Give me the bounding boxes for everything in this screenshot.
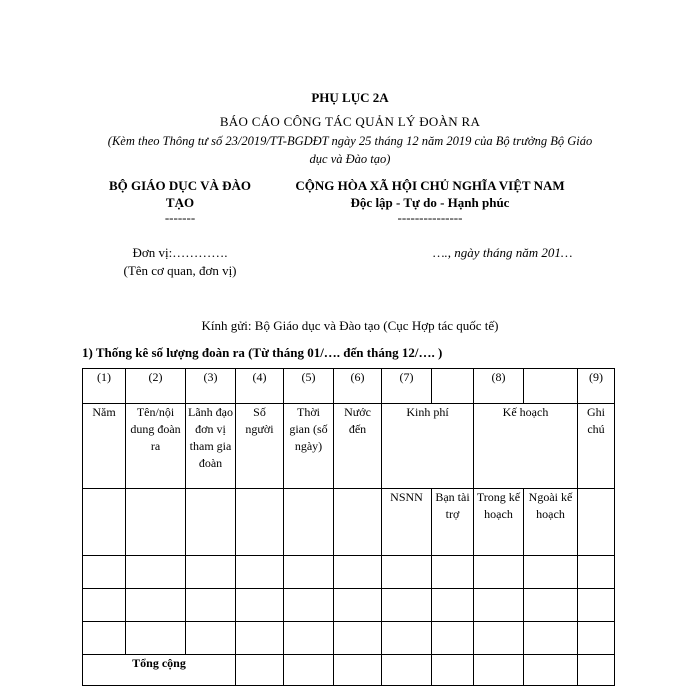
data-cell — [186, 556, 236, 589]
col-number: (7) — [382, 369, 432, 404]
data-cell — [578, 556, 615, 589]
col-number: (3) — [186, 369, 236, 404]
left-divider: ------- — [164, 210, 196, 225]
col-number: (5) — [284, 369, 334, 404]
table-row — [83, 556, 615, 589]
header-plan — [474, 404, 578, 489]
data-cell — [284, 655, 334, 686]
data-cell — [186, 589, 236, 622]
header-funding-label: Kinh phí — [406, 405, 449, 419]
data-cell — [284, 556, 334, 589]
unit-note: (Tên cơ quan, đơn vị) — [123, 263, 237, 278]
header-destination-label: Nước đến — [344, 405, 371, 436]
data-cell — [334, 589, 382, 622]
data-cell — [432, 556, 474, 589]
data-cell — [126, 556, 186, 589]
col-number: (1) — [83, 369, 126, 404]
empty-cell — [334, 489, 382, 556]
data-cell — [284, 589, 334, 622]
data-cell — [578, 655, 615, 686]
data-cell — [186, 622, 236, 655]
header-people-label: Số người — [245, 405, 274, 436]
delegation-report-table — [82, 368, 615, 686]
data-cell — [474, 622, 524, 655]
empty-cell — [524, 369, 578, 404]
header-name — [126, 404, 186, 489]
subheader-state-budget-label: NSNN — [390, 490, 423, 504]
ministry-name-line-2: TẠO — [165, 195, 195, 210]
data-cell — [432, 622, 474, 655]
header-duration — [284, 404, 334, 489]
table-row — [83, 589, 615, 622]
header-leader-label: Lãnh đạo đơn vị tham gia đoàn — [188, 405, 233, 470]
header-notes — [578, 404, 615, 489]
data-cell — [524, 655, 578, 686]
subheader-out-of-plan-label: Ngoài kế hoạch — [528, 490, 573, 521]
data-cell — [126, 589, 186, 622]
data-cell — [524, 556, 578, 589]
data-cell — [382, 556, 432, 589]
data-cell — [284, 622, 334, 655]
empty-cell — [578, 489, 615, 556]
subtitle-line-2: dục và Đào tạo) — [309, 152, 391, 166]
header-year-label: Năm — [92, 405, 116, 419]
col-number: (4) — [236, 369, 284, 404]
data-cell — [334, 655, 382, 686]
header-funding — [382, 404, 474, 489]
data-cell — [236, 556, 284, 589]
data-cell — [236, 622, 284, 655]
right-divider: --------------- — [397, 210, 463, 225]
data-cell — [236, 655, 284, 686]
total-row — [83, 655, 615, 686]
data-cell — [432, 589, 474, 622]
header-name-label: Tên/nội dung đoàn ra — [130, 405, 181, 453]
total-label: Tổng cộng — [83, 655, 236, 686]
table-row — [83, 622, 615, 655]
header-year — [83, 404, 126, 489]
data-cell — [382, 622, 432, 655]
national-motto: Độc lập - Tự do - Hạnh phúc — [350, 195, 510, 210]
appendix-label: PHỤ LỤC 2A — [311, 90, 389, 105]
empty-cell — [432, 369, 474, 404]
ministry-name-line-1: BỘ GIÁO DỤC VÀ ĐÀO — [108, 178, 252, 193]
col-number: (2) — [126, 369, 186, 404]
date-line: …., ngày tháng năm 201… — [433, 245, 573, 260]
country-name: CỘNG HÒA XÃ HỘI CHỦ NGHĨA VIỆT NAM — [295, 178, 565, 193]
data-cell — [432, 655, 474, 686]
data-cell — [83, 556, 126, 589]
data-cell — [83, 589, 126, 622]
column-number-row — [83, 369, 615, 404]
col-number: (9) — [578, 369, 615, 404]
data-cell — [83, 622, 126, 655]
data-cell — [524, 622, 578, 655]
subheader-row — [83, 489, 615, 556]
data-cell — [236, 589, 284, 622]
subheader-state-budget — [382, 489, 432, 556]
col-number: (6) — [334, 369, 382, 404]
header-plan-label: Kế hoạch — [502, 405, 549, 419]
data-cell — [578, 589, 615, 622]
header-leader — [186, 404, 236, 489]
subheader-sponsor-label: Bạn tài trợ — [435, 490, 470, 521]
salutation: Kính gửi: Bộ Giáo dục và Đào tạo (Cục Hợp tác quốc tế) — [201, 318, 499, 333]
unit-field: Đơn vị:…………. — [132, 245, 228, 260]
header-destination — [334, 404, 382, 489]
data-cell — [474, 589, 524, 622]
data-cell — [474, 655, 524, 686]
header-notes-label: Ghi chú — [587, 405, 605, 436]
subheader-out-of-plan — [524, 489, 578, 556]
empty-cell — [126, 489, 186, 556]
data-cell — [524, 589, 578, 622]
header-people — [236, 404, 284, 489]
data-cell — [334, 622, 382, 655]
data-cell — [382, 655, 432, 686]
col-number: (8) — [474, 369, 524, 404]
subheader-sponsor — [432, 489, 474, 556]
subtitle-line-1: (Kèm theo Thông tư số 23/2019/TT-BGDĐT ngày 25 tháng 12 năm 2019 của Bộ trưởng Bộ Giáo — [107, 134, 593, 148]
data-cell — [578, 622, 615, 655]
header-duration-label: Thời gian (số ngày) — [289, 405, 328, 453]
section-title: 1) Thống kê số lượng đoàn ra (Từ tháng 01/…. đến tháng 12/…. ) — [82, 345, 443, 360]
data-cell — [126, 622, 186, 655]
header-row — [83, 404, 615, 489]
empty-cell — [186, 489, 236, 556]
empty-cell — [83, 489, 126, 556]
data-cell — [334, 556, 382, 589]
data-cell — [382, 589, 432, 622]
subheader-in-plan-label: Trong kế hoạch — [476, 490, 521, 521]
data-cell — [474, 556, 524, 589]
subheader-in-plan — [474, 489, 524, 556]
empty-cell — [284, 489, 334, 556]
empty-cell — [236, 489, 284, 556]
report-title: BÁO CÁO CÔNG TÁC QUẢN LÝ ĐOÀN RA — [219, 114, 481, 129]
